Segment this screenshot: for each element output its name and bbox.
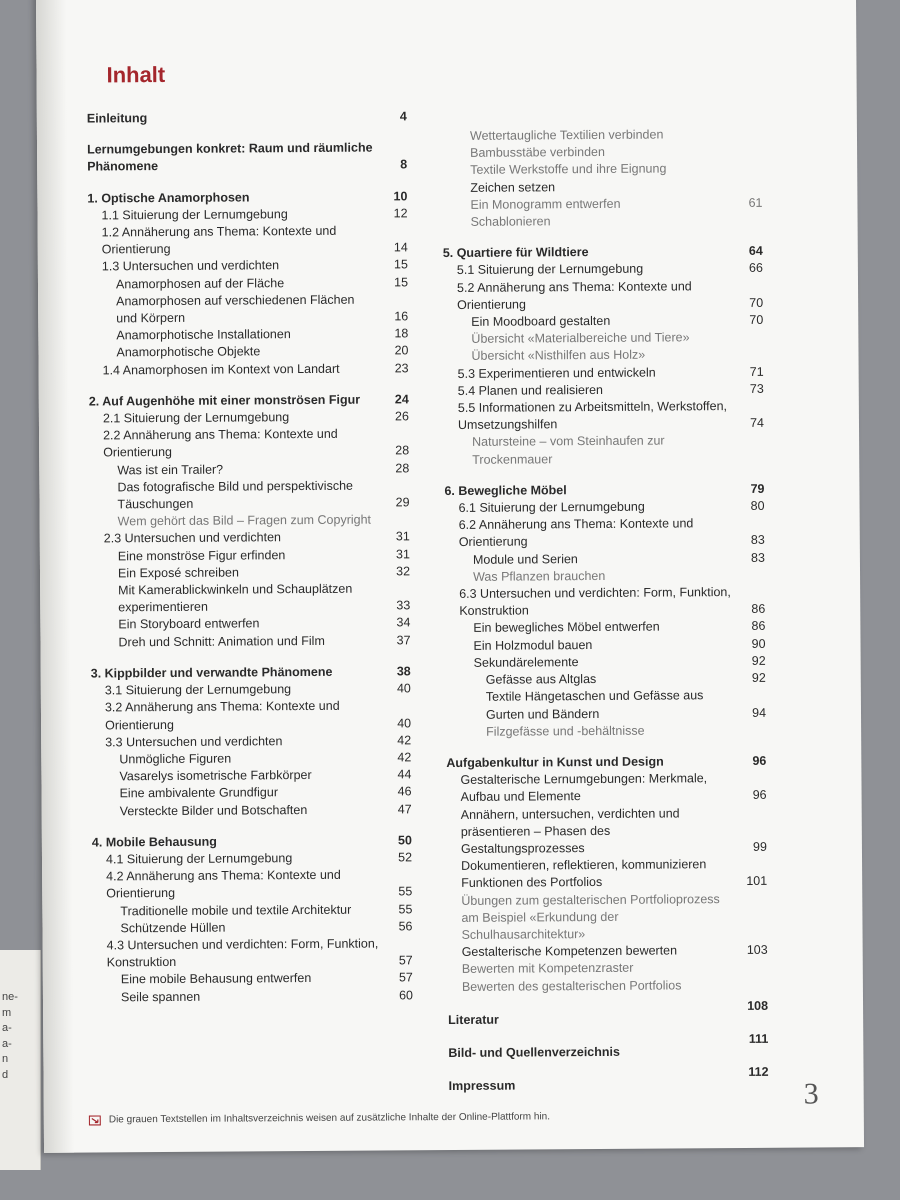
toc-entry-label: Bambusstäbe verbinden bbox=[470, 145, 605, 161]
toc-entry bbox=[448, 959, 768, 978]
toc-entry-label: 6.3 Untersuchen und verdichten: Form, Funktion, Konstruktion bbox=[459, 585, 731, 619]
toc-entry bbox=[90, 546, 410, 565]
toc-section-entry bbox=[448, 1031, 769, 1062]
toc-entry bbox=[88, 291, 408, 328]
toc-entry-label: Schablonieren bbox=[470, 214, 551, 229]
toc-entry-label: Ein bewegliches Möbel entwerfen bbox=[473, 620, 660, 636]
toc-entry-page: 40 bbox=[396, 681, 411, 696]
page-spine-shadow bbox=[36, 0, 74, 1153]
toc-entry bbox=[92, 849, 412, 868]
toc-entry-label: 5.1 Situierung der Lernumgebung bbox=[456, 262, 644, 278]
underlying-page-fragment: d bbox=[2, 1068, 9, 1081]
toc-entry-label: Vasarelys isometrische Farbkörper bbox=[119, 768, 312, 784]
toc-entry-label: 3.2 Annäherung ans Thema: Kontexte und Orientierung bbox=[104, 699, 340, 732]
toc-entry-page: 57 bbox=[398, 953, 413, 968]
toc-entry bbox=[89, 477, 409, 514]
toc-entry bbox=[446, 770, 766, 807]
toc-entry-page: 74 bbox=[750, 416, 765, 431]
toc-entry-label: Mit Kamerablickwinkeln und Schauplätzen experimentieren bbox=[118, 581, 353, 615]
toc-entry bbox=[88, 274, 408, 293]
toc-entry-page: 34 bbox=[396, 615, 411, 630]
toc-entry-label: Dreh und Schnitt: Animation und Film bbox=[118, 633, 325, 650]
toc-entry bbox=[92, 901, 412, 920]
toc-entry bbox=[442, 160, 762, 179]
toc-entry bbox=[91, 784, 411, 803]
toc-entry-label: Was Pflanzen brauchen bbox=[472, 568, 606, 584]
toc-entry-label: 5.3 Experimentieren und entwickeln bbox=[457, 365, 656, 381]
toc-entry bbox=[443, 329, 763, 348]
toc-entry bbox=[442, 195, 762, 214]
page-title: Inhalt bbox=[106, 61, 166, 88]
toc-entry-label: Annähern, untersuchen, verdichten und präsentieren – Phasen des Gestaltungsprozesses bbox=[460, 805, 680, 856]
toc-entry-page: 24 bbox=[394, 392, 409, 407]
toc-section-entry bbox=[446, 753, 766, 772]
toc-entry-page: 37 bbox=[396, 632, 411, 648]
toc-entry-label: 4. Mobile Behausung bbox=[91, 834, 217, 850]
toc-entry-page: 112 bbox=[748, 1064, 769, 1080]
toc-entry-label: Lernumgebungen konkret: Raum und räumliche Phänomene bbox=[87, 140, 373, 174]
toc-entry-label: Unmögliche Figuren bbox=[119, 751, 232, 767]
toc-entry-page: 55 bbox=[398, 901, 413, 916]
toc-entry-page: 14 bbox=[393, 240, 408, 255]
footnote-text: Die grauen Textstellen im Inhaltsverzeichnis weisen auf zusätzliche Inhalte der Online-Plattform hin. bbox=[108, 1111, 551, 1126]
toc-entry-label: Aufgabenkultur in Kunst und Design bbox=[446, 754, 664, 770]
toc-entry-label: Funktionen des Portfolios bbox=[461, 875, 603, 891]
toc-left-column bbox=[87, 108, 413, 1006]
toc-section-entry bbox=[444, 481, 764, 500]
toc-entry-label: Bewerten des gestalterischen Portfolios bbox=[461, 977, 682, 994]
toc-entry-label: Sekundärelemente bbox=[473, 654, 579, 670]
toc-entry-label: Wettertaugliche Textilien verbinden bbox=[469, 127, 664, 143]
underlying-page-fragment: ne- bbox=[2, 991, 18, 1003]
toc-entry-page: 90 bbox=[751, 636, 766, 651]
toc-entry bbox=[89, 408, 409, 427]
toc-entry-page: 16 bbox=[394, 309, 409, 324]
footnote bbox=[89, 1111, 550, 1125]
toc-entry-label: Eine monströse Figur erfinden bbox=[117, 547, 286, 563]
toc-entry-label: Dokumentieren, reflektieren, kommunizieren bbox=[461, 857, 707, 874]
toc-entry bbox=[445, 584, 765, 621]
toc-entry-label: Zeichen setzen bbox=[470, 179, 556, 195]
toc-entry-label: 6.2 Annäherung ans Thema: Kontexte und Orientierung bbox=[458, 516, 694, 550]
toc-entry-page: 101 bbox=[746, 874, 768, 889]
toc-entry bbox=[91, 749, 411, 768]
toc-section-entry bbox=[448, 1064, 769, 1095]
toc-entry-label: Übersicht «Materialbereiche und Tiere» bbox=[471, 330, 690, 347]
toc-entry-label: 4.2 Annäherung ans Thema: Kontexte und Orientierung bbox=[106, 867, 341, 901]
toc-entry-label: Traditionelle mobile und textile Architektur bbox=[120, 902, 352, 918]
toc-entry-page: 15 bbox=[394, 274, 409, 290]
toc-entry-label: 5.5 Informationen zu Arbeitsmitteln, Werkstoffen, Umsetzungshilfen bbox=[457, 399, 728, 433]
toc-section-entry bbox=[92, 832, 412, 851]
toc-entry bbox=[88, 343, 408, 362]
toc-entry-label: Ein Holzmodul bauen bbox=[473, 637, 593, 653]
toc-entry-page: 44 bbox=[397, 767, 412, 782]
toc-entry-page: 56 bbox=[398, 919, 413, 934]
toc-entry-label: 3.1 Situierung der Lernumgebung bbox=[104, 682, 292, 698]
toc-entry-label: 1.2 Annäherung ans Thema: Kontexte und Orientierung bbox=[101, 223, 337, 257]
online-platform-icon bbox=[89, 1115, 101, 1125]
toc-section-entry bbox=[443, 243, 763, 262]
toc-entry-page: 31 bbox=[395, 546, 410, 562]
toc-entry-label: 5.4 Planen und realisieren bbox=[457, 382, 604, 398]
toc-entry bbox=[445, 635, 765, 654]
toc-entry-label: Eine ambivalente Grundfigur bbox=[119, 785, 279, 801]
toc-entry-label: Ein Exposé schreiben bbox=[117, 565, 239, 581]
toc-entry-page: 47 bbox=[397, 801, 412, 816]
toc-entry-page: 103 bbox=[746, 942, 768, 958]
toc-entry bbox=[445, 567, 765, 586]
toc-entry-label: 5.2 Annäherung ans Thema: Kontexte und Orientierung bbox=[456, 278, 692, 312]
toc-entry-label: Textile Werkstoffe und ihre Eignung bbox=[470, 161, 667, 178]
toc-entry-page: 42 bbox=[397, 732, 412, 748]
toc-entry-label: 2.3 Untersuchen und verdichten bbox=[103, 530, 282, 546]
toc-entry bbox=[90, 512, 410, 531]
toc-entry bbox=[88, 222, 408, 259]
toc-entry bbox=[443, 260, 763, 279]
toc-entry-page: 31 bbox=[395, 529, 410, 544]
toc-entry-page: 83 bbox=[750, 533, 765, 548]
toc-entry-page: 96 bbox=[752, 753, 767, 768]
toc-entry-label: 2.1 Situierung der Lernumgebung bbox=[102, 410, 290, 426]
toc-entry-label: Eine mobile Behausung entwerfen bbox=[120, 971, 312, 987]
toc-entry-label: Ein Storyboard entwerfen bbox=[118, 616, 260, 632]
toc-entry bbox=[445, 549, 765, 568]
toc-entry-label: Module und Serien bbox=[472, 551, 578, 567]
toc-entry-label: 5. Quartiere für Wildtiere bbox=[442, 245, 589, 261]
toc-entry bbox=[444, 398, 764, 435]
toc-entry-label: Filzgefässe und -behältnisse bbox=[486, 723, 645, 739]
toc-entry-page: 111 bbox=[748, 1031, 769, 1046]
toc-entry-label: 2. Auf Augenhöhe mit einer monströsen Figur bbox=[88, 392, 361, 409]
underlying-page-fragment: a- bbox=[2, 1037, 12, 1050]
toc-entry-page: 60 bbox=[399, 987, 414, 1002]
toc-entry-label: 4.3 Untersuchen und verdichten: Form, Funktion, Konstruktion bbox=[106, 936, 379, 970]
toc-entry-page: 86 bbox=[751, 619, 766, 634]
toc-entry-page: 4 bbox=[399, 109, 407, 124]
toc-entry bbox=[92, 866, 412, 903]
toc-entry-label: 2.2 Annäherung ans Thema: Kontexte und Orientierung bbox=[103, 427, 338, 460]
toc-entry-page: 83 bbox=[750, 550, 765, 565]
toc-entry bbox=[446, 670, 766, 689]
toc-entry-page: 8 bbox=[400, 157, 408, 172]
toc-entry-label: Anamorphotische Objekte bbox=[116, 344, 261, 360]
toc-entry bbox=[447, 804, 767, 858]
toc-section-entry bbox=[89, 391, 409, 410]
toc-entry bbox=[444, 432, 764, 469]
toc-entry-page: 52 bbox=[398, 850, 413, 865]
toc-entry-page: 28 bbox=[395, 443, 410, 458]
toc-entry bbox=[92, 801, 412, 820]
toc-entry-label: Gestalterische Lernumgebungen: Merkmale, Aufbau und Elemente bbox=[460, 771, 708, 805]
toc-entry-page: 50 bbox=[397, 832, 412, 848]
toc-entry-page: 96 bbox=[752, 788, 767, 803]
toc-entry-page: 33 bbox=[396, 598, 411, 613]
underlying-page-fragment: a- bbox=[2, 1022, 12, 1034]
toc-entry-label: Gestalterische Kompetenzen bewerten bbox=[461, 943, 678, 960]
toc-entry-label: Einleitung bbox=[86, 111, 148, 126]
toc-entry-page: 10 bbox=[393, 188, 408, 203]
toc-section-entry bbox=[87, 139, 407, 176]
toc-entry-page: 23 bbox=[394, 360, 409, 376]
toc-entry bbox=[93, 935, 413, 972]
toc-entry-page: 92 bbox=[751, 653, 766, 668]
toc-entry-page: 12 bbox=[393, 206, 408, 221]
toc-entry-label: 6.1 Situierung der Lernumgebung bbox=[458, 499, 645, 516]
toc-entry bbox=[442, 177, 762, 196]
underlying-page-fragment: m bbox=[2, 1006, 12, 1019]
toc-entry bbox=[445, 618, 765, 637]
toc-entry-page: 80 bbox=[750, 498, 765, 513]
toc-entry bbox=[91, 766, 411, 785]
toc-entry-page: 86 bbox=[751, 602, 766, 617]
toc-entry-label: 4.1 Situierung der Lernumgebung bbox=[105, 851, 293, 867]
underlying-page-fragment: n bbox=[2, 1053, 9, 1065]
toc-entry-label: Anamorphosen auf der Fläche bbox=[115, 275, 285, 291]
toc-entry bbox=[93, 970, 413, 989]
toc-entry bbox=[442, 126, 762, 145]
toc-entry-page: 79 bbox=[750, 481, 765, 496]
toc-entry-page: 26 bbox=[394, 409, 409, 424]
toc-entry-label: Versteckte Bilder und Botschaften bbox=[119, 802, 308, 818]
toc-entry-label: Schützende Hüllen bbox=[120, 920, 226, 936]
toc-entry-label: Anamorphotische Installationen bbox=[116, 327, 291, 343]
toc-entry-label: 1. Optische Anamorphosen bbox=[87, 190, 250, 206]
toc-entry bbox=[88, 326, 408, 345]
toc-entry bbox=[444, 381, 764, 400]
toc-entry bbox=[91, 732, 411, 751]
toc-entry-label: Anamorphosen auf verschiedenen Flächen und Körpern bbox=[116, 292, 355, 326]
toc-entry-page: 94 bbox=[752, 705, 767, 720]
toc-entry-page: 71 bbox=[749, 364, 764, 379]
toc-entry bbox=[93, 987, 413, 1006]
toc-entry-page: 61 bbox=[748, 195, 763, 210]
toc-entry-label: Übungen zum gestalterischen Portfolioprozess am Beispiel «Erkundung der Schulhausarchitektur» bbox=[461, 891, 720, 942]
toc-entry-label: Seile spannen bbox=[120, 989, 201, 1004]
toc-entry-label: Gefässe aus Altglas bbox=[485, 672, 597, 687]
toc-entry-page: 66 bbox=[748, 261, 763, 276]
toc-entry-label: 6. Bewegliche Möbel bbox=[444, 483, 567, 498]
toc-entry bbox=[89, 426, 409, 463]
toc-entry-label: Natursteine – vom Steinhaufen zur Trockenmauer bbox=[472, 433, 665, 467]
toc-entry-label: 3. Kippbilder und verwandte Phänomene bbox=[90, 664, 333, 681]
toc-entry bbox=[90, 563, 410, 582]
toc-entry bbox=[90, 632, 410, 651]
toc-entry-label: Bewerten mit Kompetenzraster bbox=[461, 961, 634, 977]
toc-entry-label: 1.3 Untersuchen und verdichten bbox=[101, 258, 280, 274]
toc-entry-page: 92 bbox=[751, 670, 766, 685]
toc-entry bbox=[90, 615, 410, 634]
toc-entry-page: 38 bbox=[396, 664, 411, 679]
toc-entry bbox=[90, 580, 410, 617]
toc-entry bbox=[87, 205, 407, 224]
toc-entry bbox=[448, 976, 768, 995]
toc-entry bbox=[446, 722, 766, 741]
toc-entry bbox=[447, 856, 767, 875]
toc-entry-label: Was ist ein Trailer? bbox=[117, 462, 224, 477]
toc-entry-page: 55 bbox=[398, 884, 413, 899]
book-page bbox=[36, 0, 864, 1153]
toc-entry bbox=[443, 312, 763, 331]
toc-entry-page: 46 bbox=[397, 784, 412, 799]
toc-entry-label: Das fotografische Bild und perspektivische Täuschungen bbox=[117, 478, 354, 512]
toc-entry-page: 64 bbox=[748, 244, 763, 259]
toc-entry bbox=[448, 942, 768, 961]
toc-entry bbox=[443, 212, 763, 231]
toc-entry-page: 18 bbox=[394, 326, 409, 341]
toc-entry-page: 73 bbox=[749, 381, 764, 396]
toc-section-entry bbox=[87, 188, 407, 207]
toc-entry-page: 99 bbox=[752, 839, 767, 854]
toc-entry bbox=[447, 873, 767, 892]
toc-section-entry bbox=[87, 108, 407, 127]
toc-entry-label: Literatur bbox=[448, 1012, 499, 1027]
toc-entry-page: 108 bbox=[747, 998, 769, 1013]
toc-entry-page: 29 bbox=[395, 495, 410, 510]
toc-entry-page: 70 bbox=[749, 312, 764, 327]
toc-entry bbox=[447, 890, 767, 944]
toc-entry bbox=[88, 257, 408, 276]
page-number: 3 bbox=[803, 1077, 819, 1111]
toc-entry bbox=[91, 680, 411, 699]
toc-entry-label: 1.1 Situierung der Lernumgebung bbox=[101, 206, 288, 223]
toc-entry-page: 32 bbox=[396, 564, 411, 579]
toc-entry-page: 20 bbox=[394, 343, 409, 358]
toc-entry-label: Bild- und Quellenverzeichnis bbox=[448, 1044, 620, 1060]
toc-entry-label: 3.3 Untersuchen und verdichten bbox=[105, 733, 283, 750]
toc-entry-label: Ein Moodboard gestalten bbox=[471, 313, 611, 329]
toc-entry-label: Textile Hängetaschen und Gefässe aus Gurten und Bändern bbox=[485, 688, 704, 722]
toc-entry bbox=[444, 363, 764, 382]
toc-entry-page: 40 bbox=[397, 715, 412, 730]
toc-entry bbox=[446, 653, 766, 672]
toc-entry bbox=[92, 918, 412, 937]
toc-entry-label: Übersicht «Nisthilfen aus Holz» bbox=[471, 348, 646, 364]
toc-entry bbox=[91, 698, 411, 735]
toc-entry-page: 15 bbox=[393, 257, 408, 272]
toc-entry-page: 57 bbox=[398, 970, 413, 985]
underlying-page-text bbox=[2, 990, 32, 1083]
toc-entry bbox=[445, 498, 765, 517]
toc-entry-page: 42 bbox=[397, 750, 412, 765]
toc-entry-label: Ein Monogramm entwerfen bbox=[470, 196, 621, 212]
toc-entry-label: Impressum bbox=[448, 1078, 516, 1094]
toc-entry bbox=[445, 515, 765, 552]
toc-entry bbox=[443, 277, 763, 314]
toc-entry-page: 28 bbox=[395, 460, 410, 476]
toc-right-column bbox=[442, 126, 769, 1096]
toc-entry-label: 1.4 Anamorphosen im Kontext von Landart bbox=[102, 361, 340, 378]
toc-entry bbox=[89, 360, 409, 379]
toc-entry bbox=[89, 460, 409, 479]
toc-section-entry bbox=[448, 998, 769, 1029]
toc-entry-label: Wem gehört das Bild – Fragen zum Copyright bbox=[117, 512, 372, 529]
toc-entry bbox=[442, 143, 762, 162]
toc-section-entry bbox=[91, 663, 411, 682]
toc-entry bbox=[90, 529, 410, 548]
toc-entry bbox=[443, 346, 763, 365]
toc-entry bbox=[446, 687, 766, 724]
toc-entry-page: 70 bbox=[749, 295, 764, 310]
